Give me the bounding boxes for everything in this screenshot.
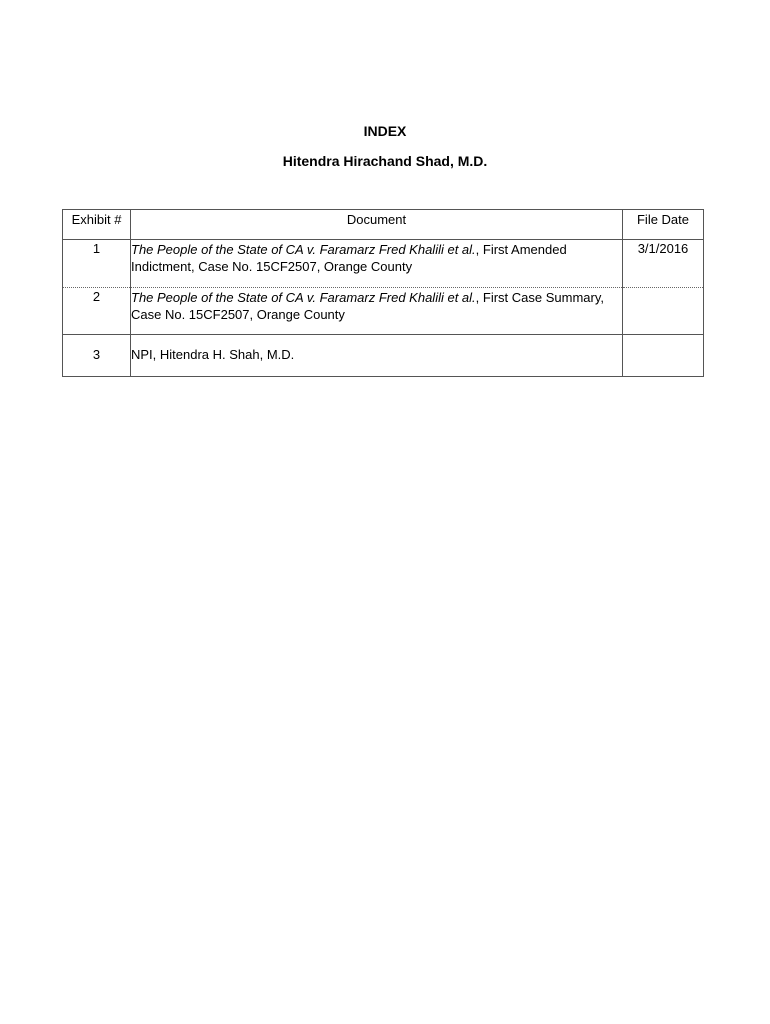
page-subtitle: Hitendra Hirachand Shad, M.D. [282, 153, 488, 169]
table-row [63, 288, 704, 335]
document-text: , First Case Summary, Case No. 15CF2507, Orange County [131, 290, 605, 322]
table-row [63, 240, 704, 288]
file-date [623, 288, 704, 335]
file-date: 3/1/2016 [623, 240, 704, 288]
exhibit-number: 3 [63, 335, 131, 377]
exhibit-number: 1 [63, 240, 131, 288]
exhibit-number: 2 [63, 288, 131, 335]
page-title: INDEX [363, 123, 407, 139]
case-name: The People of the State of CA v. Faramarz Fred Khalili et al. [131, 290, 476, 305]
document-description [131, 240, 623, 288]
case-name: The People of the State of CA v. Faramarz Fred Khalili et al. [131, 242, 476, 257]
table-header-row [63, 210, 704, 240]
file-date [623, 335, 704, 377]
document-text: , First Amended Indictment, Case No. 15CF2507, Orange County [131, 242, 567, 274]
column-header-file-date: File Date [623, 210, 704, 240]
document-description [131, 288, 623, 335]
exhibit-index-table [62, 209, 704, 377]
column-header-exhibit: Exhibit # [63, 210, 131, 240]
table-row [63, 335, 704, 377]
document-text: NPI, Hitendra H. Shah, M.D. [131, 346, 295, 362]
document-description [131, 335, 623, 377]
column-header-document: Document [131, 210, 623, 240]
